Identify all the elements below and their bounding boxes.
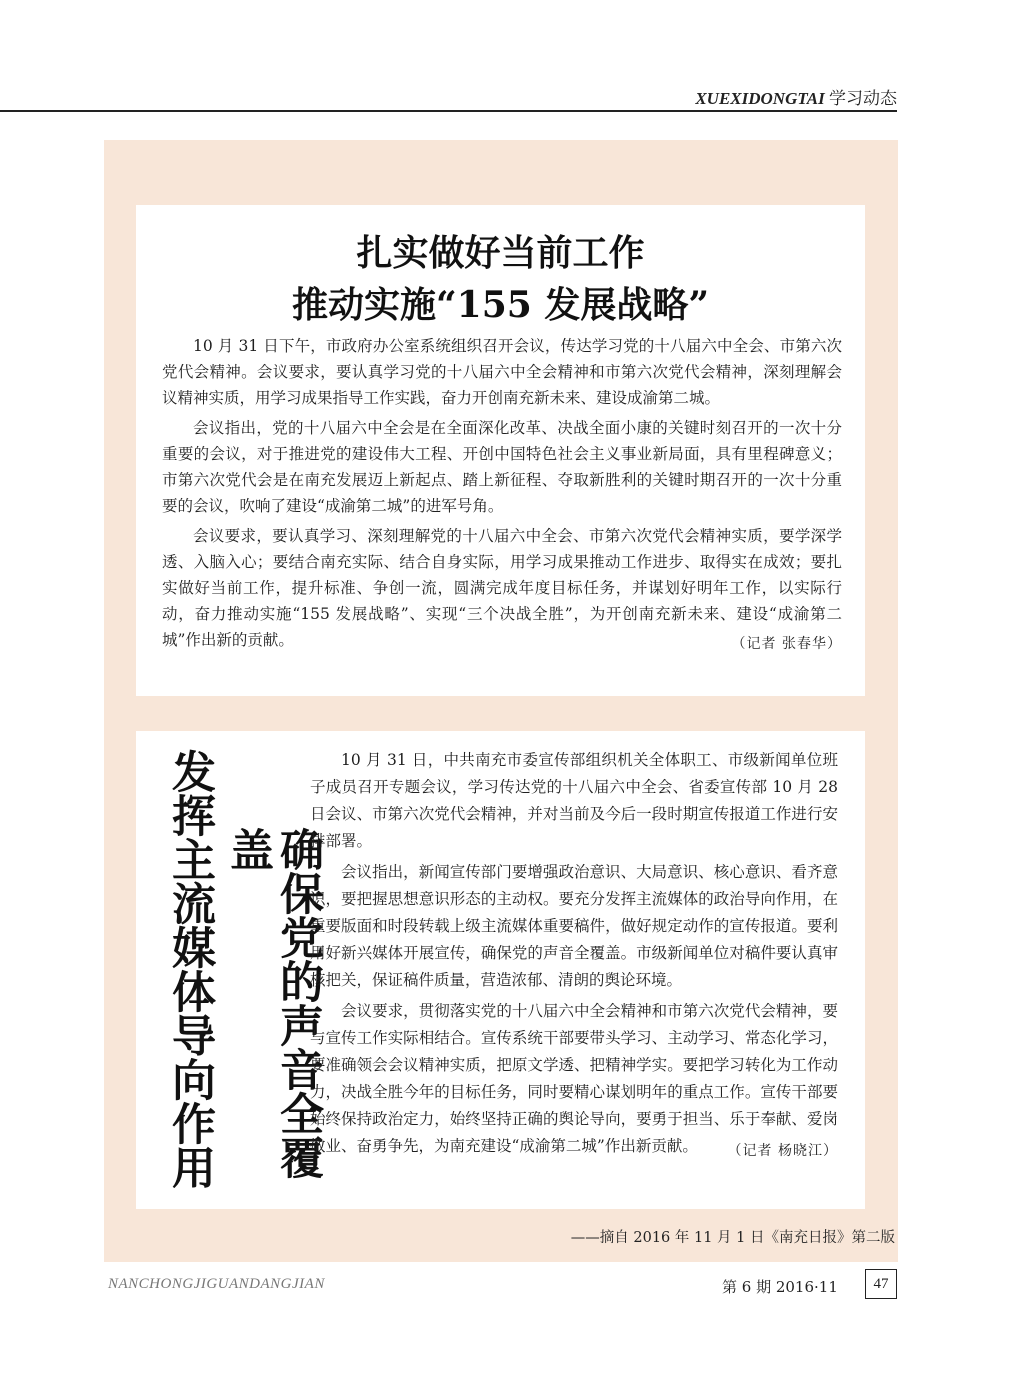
article-2-byline: （记者 杨晓江） xyxy=(727,1143,838,1159)
section-header-latin: XUEXIDONGTAI xyxy=(695,89,825,108)
article-1-byline: （记者 张春华） xyxy=(731,636,842,652)
article-1-paragraph: 会议指出，党的十八届六中全会是在全面深化改革、决战全面小康的关键时刻召开的一次十分重要的会议，对于推进党的建设伟大工程、开创中国特色社会主义事业新局面，具有里程碑意义；市第六次党代会是在南充发展迈上新起点、踏上新征程、夺取新胜利的关键时期召开的一次十分重要的会议，吹响了建设“成渝第二城”的进军号角。 xyxy=(162,419,842,515)
article-2-body xyxy=(310,747,838,1165)
article-2 xyxy=(136,731,865,1209)
source-note: ——摘自 2016 年 11 月 1 日《南充日报》第二版 xyxy=(570,1230,895,1246)
article-2-title-sub: 确保党的声音全覆盖 xyxy=(222,827,323,1179)
footer-journal-name: NANCHONGJIGUANDANGJIAN xyxy=(108,1276,325,1292)
article-1-paragraph: 会议要求，要认真学习、深刻理解党的十八届六中全会、市第六次党代会精神实质，要学深学透、入脑入心；要结合南充实际、结合自身实际，用学习成果推动工作进步、取得实在成效；要扎实做好当前工作，提升标准、争创一流，圆满完成年度目标任务，并谋划好明年工作，以实际行动，奋力推动实施“155 发展战略”、实现“三个决战全胜”，为开创南充新未来、建设“成渝第二城”作出新的贡献。 xyxy=(162,527,842,649)
article-1-body xyxy=(162,333,842,657)
article-1-paragraph: 10 月 31 日下午，市政府办公室系统组织召开会议，传达学习党的十八届六中全会、市第六次党代会精神。会议要求，要认真学习党的十八届六中全会精神和市第六次党代会精神，深刻理解会议精神实质，用学习成果指导工作实践，奋力开创南充新未来、建设成渝第二城。 xyxy=(162,337,842,407)
article-2-title-main: 发挥主流媒体导向作用 xyxy=(164,749,215,1189)
article-2-paragraph: 10 月 31 日，中共南充市委宣传部组织机关全体职工、市级新闻单位班子成员召开专题会议，学习传达党的十八届六中全会、省委宣传部 10 月 28 日会议、市第六次党代会精神，并对当前及今后一段时期宣传报道工作进行安排部署。 xyxy=(310,751,838,850)
section-header xyxy=(695,84,897,109)
article-1 xyxy=(136,205,865,696)
article-1-title-line1: 扎实做好当前工作 xyxy=(356,232,645,274)
article-2-paragraph: 会议指出，新闻宣传部门要增强政治意识、大局意识、核心意识、看齐意识，要把握思想意识形态的主动权。要充分发挥主流媒体的政治导向作用，在重要版面和时段转载上级主流媒体重要稿件，做好规定动作的宣传报道。要利用好新兴媒体开展宣传，确保党的声音全覆盖。市级新闻单位对稿件要认真审核把关，保证稿件质量，营造浓郁、清朗的舆论环境。 xyxy=(310,863,838,989)
section-header-cn: 学习动态 xyxy=(829,89,897,109)
article-1-title xyxy=(136,227,865,331)
article-1-title-line2: 推动实施“155 发展战略” xyxy=(291,284,710,326)
page-number: 47 xyxy=(865,1269,897,1299)
footer-issue: 第 6 期 2016·11 xyxy=(722,1278,838,1296)
header-rule xyxy=(0,110,897,112)
article-2-paragraph: 会议要求，贯彻落实党的十八届六中全会精神和市第六次党代会精神，要与宣传工作实际相结合。宣传系统干部要带头学习、主动学习、常态化学习，要准确领会会议精神实质，把原文学透、把精神学实。要把学习转化为工作动力，决战全胜今年的目标任务，同时要精心谋划明年的重点工作。宣传干部要始终保持政治定力，始终坚持正确的舆论导向，要勇于担当、乐于奉献、爱岗敬业、奋勇争先，为南充建设“成渝第二城”作出新贡献。 xyxy=(310,1002,838,1155)
